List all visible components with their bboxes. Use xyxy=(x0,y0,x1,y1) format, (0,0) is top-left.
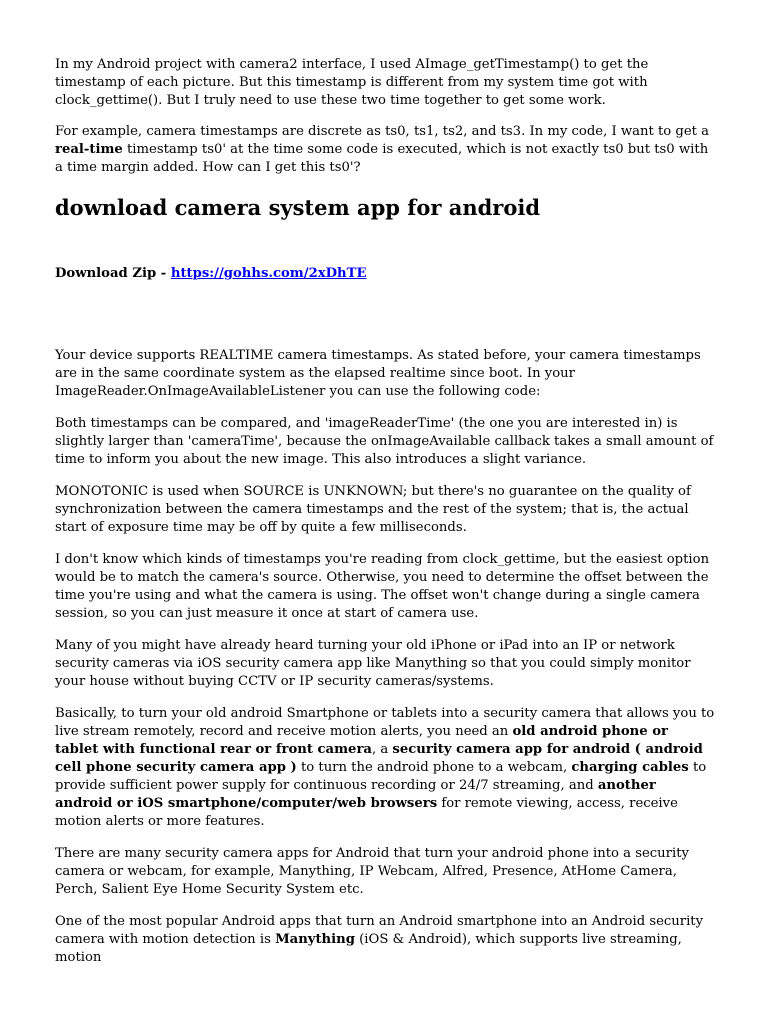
page-heading: download camera system app for android xyxy=(55,195,541,220)
intro-paragraph-2 xyxy=(55,123,715,177)
p6-text-4: to provide sufficient power supply for continuous recording or 24/7 streaming, and xyxy=(55,760,707,793)
p8-text-1: One of the most popular Android apps that turn an Android smartphone into an Android security camera with motion detection is xyxy=(55,914,704,947)
intro-p2-text-c: timestamp ts0' at the time some code is executed, which is not exactly ts0 but ts0 with a time margin added. How can I get this ts0'? xyxy=(55,142,709,175)
body-paragraph-3: MONOTONIC is used when SOURCE is UNKNOWN; but there's no guarantee on the quality of synchronization between the camera timestamps and the rest of the system; that is, the actual start of exposure time may be off by quite a few milliseconds. xyxy=(55,484,691,535)
p6-text-2: , a xyxy=(371,742,393,757)
body-paragraph-4: I don't know which kinds of timestamps you're reading from clock_gettime, but the easiest option would be to match the camera's source. Otherwise, you need to determine the offset between the time you're using and what the camera is using. The offset won't change during a single camera session, so you can just measure it once at start of camera use. xyxy=(55,552,710,621)
p6-text-1: Basically, to turn your old android Smartphone or tablets into a security camera that allows you to live stream remotely, record and receive motion alerts, you need an xyxy=(55,706,715,739)
body-paragraph-7: There are many security camera apps for Android that turn your android phone into a security camera or webcam, for example, Manything, IP Webcam, Alfred, Presence, AtHome Camera, Perch, Salient Eye Home Security System etc. xyxy=(55,846,689,897)
body-paragraph-8 xyxy=(55,913,715,967)
download-label: Download Zip - xyxy=(55,266,171,281)
download-link[interactable]: https://gohhs.com/2xDhTE xyxy=(170,266,367,281)
body-paragraph-2: Both timestamps can be compared, and 'imageReaderTime' (the one you are interested in) is slightly larger than 'cameraTime', because the onImageAvailable callback takes a small amount of time to inform you about the new image. This also introduces a slight variance. xyxy=(55,416,714,467)
p6-bold-2: security camera app for android ( android cell phone security camera app ) xyxy=(55,742,703,775)
article-body xyxy=(55,347,715,967)
download-line xyxy=(55,265,715,283)
p8-bold-1: Manything xyxy=(275,932,355,947)
p6-text-5: for remote viewing, access, receive motion alerts or more features. xyxy=(55,796,678,829)
intro-p2-text-a: For example, camera timestamps are discrete as ts0, ts1, ts2, and ts3. In my code, I want to get a xyxy=(55,124,710,139)
p6-bold-4: another android or iOS smartphone/computer/web browsers xyxy=(55,778,656,811)
document-page xyxy=(55,56,715,981)
body-paragraph-5: Many of you might have already heard turning your old iPhone or iPad into an IP or network security cameras via iOS security camera app like Manything so that you could simply monitor your house without buying CCTV or IP security cameras/systems. xyxy=(55,638,691,689)
body-paragraph-6 xyxy=(55,705,715,831)
p8-text-2: (iOS & Android), which supports live streaming, motion xyxy=(55,932,682,965)
intro-paragraph-1: In my Android project with camera2 interface, I used AImage_getTimestamp() to get the timestamp of each picture. But this timestamp is different from my system time got with clock_gettime(). But I truly need to use these two time together to get some work. xyxy=(55,57,649,108)
body-paragraph-1: Your device supports REALTIME camera timestamps. As stated before, your camera timestamps are in the same coordinate system as the elapsed realtime since boot. In your ImageReader.OnImageAvailableListener you can use the following code: xyxy=(55,348,701,399)
intro-p2-bold: real-time xyxy=(55,142,123,157)
p6-bold-3: charging cables xyxy=(571,760,689,775)
p6-bold-1: old android phone or tablet with functional rear or front camera xyxy=(55,724,668,757)
p6-text-3: to turn the android phone to a webcam, xyxy=(296,760,572,775)
